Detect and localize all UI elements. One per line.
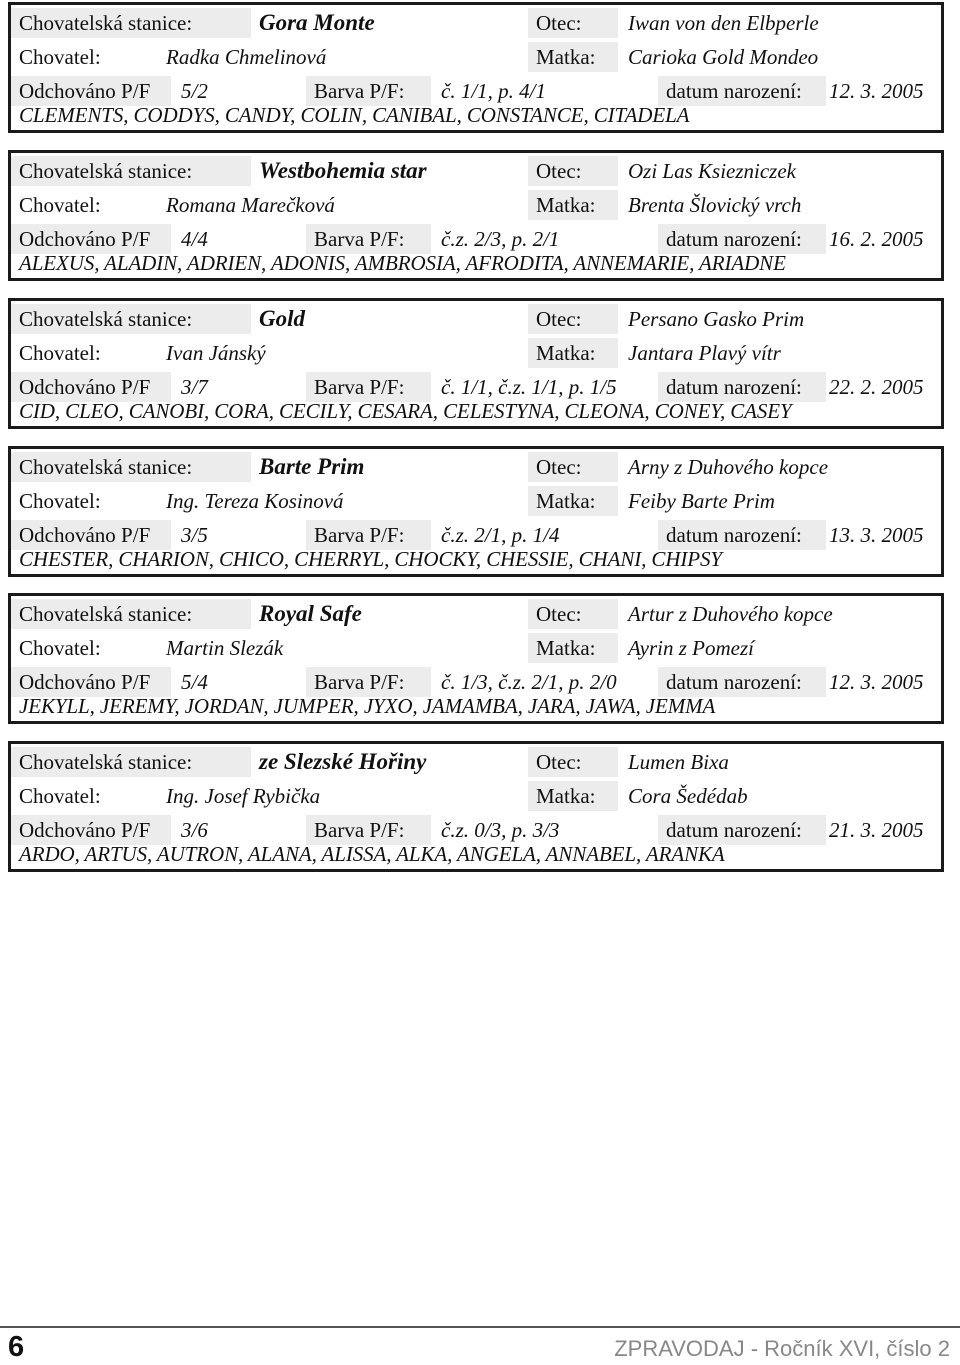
- page-number: 6: [8, 1331, 25, 1363]
- father-label: Otec:: [528, 8, 618, 38]
- father-label: Otec:: [528, 156, 618, 186]
- puppy-names: ALEXUS, ALADIN, ADRIEN, ADONIS, AMBROSIA, AFRODITA, ANNEMARIE, ARIADNE: [19, 251, 786, 275]
- breeder-name: Ivan Jánský: [166, 341, 266, 365]
- mother-name: Feiby Barte Prim: [628, 489, 775, 513]
- breeder-label: Chovatel:: [19, 341, 101, 365]
- bred-count: 5/4: [181, 670, 208, 694]
- station-label: Chovatelská stanice:: [11, 599, 251, 629]
- color-label: Barva P/F:: [306, 815, 431, 845]
- breeder-label: Chovatel:: [19, 636, 101, 660]
- birth-date: 22. 2. 2005: [829, 375, 924, 399]
- mother-label: Matka:: [528, 781, 618, 811]
- breeder-label: Chovatel:: [19, 784, 101, 808]
- birth-date: 13. 3. 2005: [829, 523, 924, 547]
- puppy-names: CLEMENTS, CODDYS, CANDY, COLIN, CANIBAL, CONSTANCE, CITADELA: [19, 103, 690, 127]
- kennel-name: Westbohemia star: [259, 158, 427, 183]
- puppy-names: CID, CLEO, CANOBI, CORA, CECILY, CESARA, CELESTYNA, CLEONA, CONEY, CASEY: [19, 399, 792, 423]
- father-label: Otec:: [528, 452, 618, 482]
- father-name: Persano Gasko Prim: [628, 307, 805, 331]
- kennel-name: ze Slezské Hořiny: [259, 749, 427, 774]
- birth-label: datum narození:: [658, 667, 826, 697]
- litter-box: [8, 2, 944, 133]
- litter-box: [8, 593, 944, 724]
- station-label: Chovatelská stanice:: [11, 747, 251, 777]
- father-label: Otec:: [528, 599, 618, 629]
- bred-label: Odchováno P/F: [11, 372, 171, 402]
- bred-count: 3/5: [181, 523, 208, 547]
- breeder-label: Chovatel:: [19, 45, 101, 69]
- father-label: Otec:: [528, 304, 618, 334]
- mother-name: Cora Šedédab: [628, 784, 748, 808]
- footer-divider: [0, 1326, 960, 1328]
- kennel-name: Gold: [259, 306, 305, 331]
- puppy-names: CHESTER, CHARION, CHICO, CHERRYL, CHOCKY, CHESSIE, CHANI, CHIPSY: [19, 547, 722, 571]
- breeder-name: Radka Chmelinová: [166, 45, 327, 69]
- breeder-name: Ing. Josef Rybička: [166, 784, 321, 808]
- station-label: Chovatelská stanice:: [11, 452, 251, 482]
- station-label: Chovatelská stanice:: [11, 156, 251, 186]
- color-label: Barva P/F:: [306, 520, 431, 550]
- kennel-name: Royal Safe: [259, 601, 362, 626]
- mother-name: Jantara Plavý vítr: [628, 341, 781, 365]
- breeder-name: Romana Marečková: [166, 193, 335, 217]
- kennel-name: Gora Monte: [259, 10, 375, 35]
- bred-count: 5/2: [181, 79, 208, 103]
- litter-box: [8, 741, 944, 872]
- puppy-names: ARDO, ARTUS, AUTRON, ALANA, ALISSA, ALKA, ANGELA, ANNABEL, ARANKA: [19, 842, 725, 866]
- father-name: Lumen Bixa: [628, 750, 729, 774]
- litter-box: [8, 150, 944, 281]
- birth-label: datum narození:: [658, 520, 826, 550]
- litter-box: [8, 446, 944, 577]
- color-label: Barva P/F:: [306, 224, 431, 254]
- color-value: č.z. 2/3, p. 2/1: [441, 227, 560, 251]
- mother-label: Matka:: [528, 633, 618, 663]
- birth-label: datum narození:: [658, 76, 826, 106]
- father-name: Ozi Las Ksiezniczek: [628, 159, 796, 183]
- kennel-name: Barte Prim: [259, 454, 365, 479]
- breeder-label: Chovatel:: [19, 489, 101, 513]
- litter-box: [8, 298, 944, 429]
- bred-label: Odchováno P/F: [11, 76, 171, 106]
- birth-label: datum narození:: [658, 224, 826, 254]
- breeder-label: Chovatel:: [19, 193, 101, 217]
- birth-label: datum narození:: [658, 372, 826, 402]
- mother-label: Matka:: [528, 486, 618, 516]
- mother-label: Matka:: [528, 190, 618, 220]
- color-value: č.z. 2/1, p. 1/4: [441, 523, 560, 547]
- father-label: Otec:: [528, 747, 618, 777]
- father-name: Arny z Duhového kopce: [628, 455, 829, 479]
- color-label: Barva P/F:: [306, 76, 431, 106]
- father-name: Iwan von den Elbperle: [628, 11, 819, 35]
- mother-label: Matka:: [528, 42, 618, 72]
- breeder-name: Martin Slezák: [166, 636, 284, 660]
- color-value: č.z. 0/3, p. 3/3: [441, 818, 560, 842]
- station-label: Chovatelská stanice:: [11, 304, 251, 334]
- color-value: č. 1/3, č.z. 2/1, p. 2/0: [441, 670, 617, 694]
- bred-label: Odchováno P/F: [11, 815, 171, 845]
- mother-name: Brenta Šlovický vrch: [628, 193, 802, 217]
- birth-label: datum narození:: [658, 815, 826, 845]
- station-label: Chovatelská stanice:: [11, 8, 251, 38]
- puppy-names: JEKYLL, JEREMY, JORDAN, JUMPER, JYXO, JAMAMBA, JARA, JAWA, JEMMA: [19, 694, 716, 718]
- footer-title: ZPRAVODAJ - Ročník XVI, číslo 2: [614, 1336, 950, 1361]
- birth-date: 12. 3. 2005: [829, 79, 924, 103]
- color-value: č. 1/1, č.z. 1/1, p. 1/5: [441, 375, 617, 399]
- mother-name: Ayrin z Pomezí: [628, 636, 754, 660]
- father-name: Artur z Duhového kopce: [628, 602, 833, 626]
- mother-name: Carioka Gold Mondeo: [628, 45, 819, 69]
- birth-date: 12. 3. 2005: [829, 670, 924, 694]
- birth-date: 16. 2. 2005: [829, 227, 924, 251]
- birth-date: 21. 3. 2005: [829, 818, 924, 842]
- color-label: Barva P/F:: [306, 667, 431, 697]
- bred-count: 3/7: [181, 375, 208, 399]
- bred-count: 4/4: [181, 227, 208, 251]
- bred-label: Odchováno P/F: [11, 224, 171, 254]
- breeder-name: Ing. Tereza Kosinová: [166, 489, 344, 513]
- mother-label: Matka:: [528, 338, 618, 368]
- bred-label: Odchováno P/F: [11, 667, 171, 697]
- color-value: č. 1/1, p. 4/1: [441, 79, 546, 103]
- bred-label: Odchováno P/F: [11, 520, 171, 550]
- color-label: Barva P/F:: [306, 372, 431, 402]
- bred-count: 3/6: [181, 818, 208, 842]
